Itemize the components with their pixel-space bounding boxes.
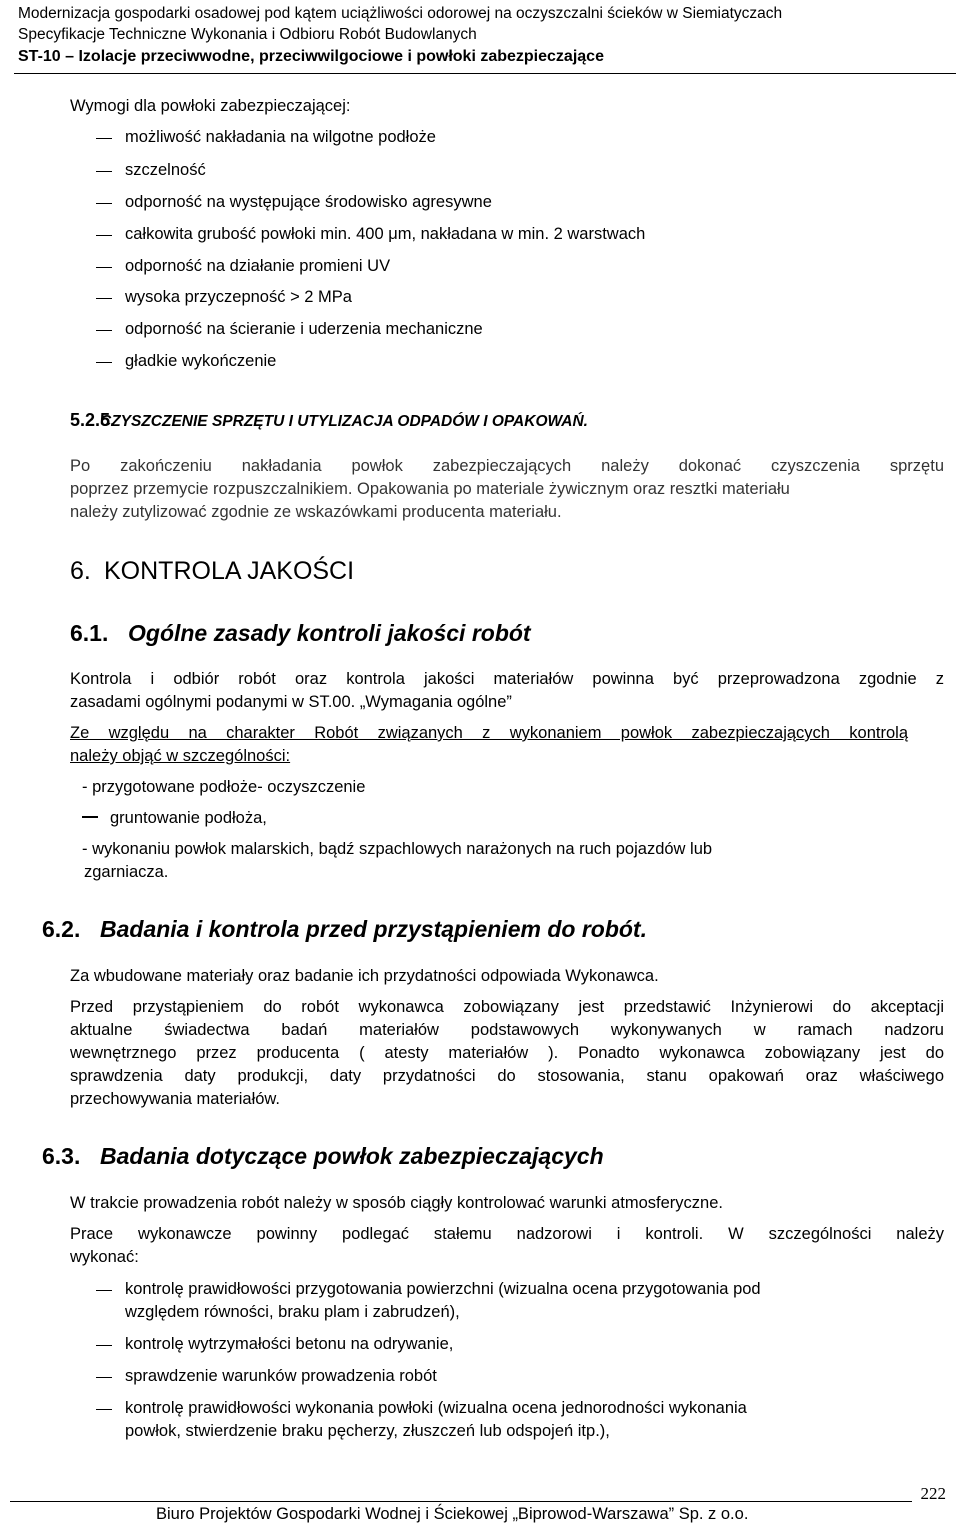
list-dash bbox=[96, 298, 112, 299]
section-61-para-line-2 bbox=[70, 691, 512, 714]
section-62-para: Za wbudowane materiały oraz badanie ich przydatności odpowiada Wykonawca. bbox=[70, 967, 659, 985]
section-63-heading bbox=[42, 1142, 604, 1170]
list-dash bbox=[96, 1290, 112, 1291]
section-61-para-line: Kontrola i odbiór robót oraz kontrola jakości materiałów powinna być przeprowadzona zgodnie z bbox=[70, 670, 944, 688]
header-project-title: Modernizacja gospodarki osadowej pod kątem uciążliwości odorowej na oczyszczalni ścieków w Siemiatyczach bbox=[18, 5, 783, 22]
requirement-item: odporność na ścieranie i uderzenia mechaniczne bbox=[125, 320, 483, 338]
section-525-line: należy zutylizować zgodnie ze wskazówkami producenta materiału. bbox=[70, 503, 562, 521]
list-dash bbox=[96, 203, 112, 204]
section-62-para-line: wewnętrznego przez producenta ( atesty materiałów ). Ponadto wykonawca zobowiązany jest do bbox=[70, 1044, 944, 1062]
section-63-para-line: Prace wykonawcze powinny podlegać stałemu nadzorowi i kontroli. W szczególności należy bbox=[70, 1225, 944, 1243]
section-62-para-line: aktualne świadectwa badań materiałów podstawowych wykonywanych w ramach nadzoru bbox=[70, 1021, 944, 1039]
section-61-underlined-line: Ze względu na charakter Robót związanych z wykonaniem powłok zabezpieczających kontrolą bbox=[70, 724, 908, 742]
section-525-line-2a: poprzez przemycie rozpuszczalnikiem. bbox=[70, 480, 353, 498]
section-63-item: kontrolę prawidłowości wykonania powłoki (wizualna ocena jednorodności wykonania bbox=[125, 1399, 747, 1417]
section-63-para: W trakcie prowadzenia robót należy w sposób ciągły kontrolować warunki atmosferyczne. bbox=[70, 1194, 723, 1212]
section-61-list-item: zgarniacza. bbox=[84, 863, 169, 881]
page-number: 222 bbox=[920, 1484, 946, 1503]
section-61-list-item: - wykonaniu powłok malarskich, bądź szpachlowych narażonych na ruch pojazdów lub bbox=[82, 840, 713, 858]
section-63-item: względem równości, braku plam i zabrudzeń), bbox=[125, 1303, 460, 1321]
section-61-para-text: zasadami ogólnymi podanymi w ST.00. bbox=[70, 693, 360, 711]
section-61-number: 6.1. bbox=[70, 620, 109, 646]
list-dash bbox=[96, 1377, 112, 1378]
list-dash bbox=[96, 138, 112, 139]
section-525-line-2 bbox=[70, 478, 944, 501]
list-dash bbox=[96, 330, 112, 331]
section-62-title: Badania i kontrola przed przystąpieniem do robót. bbox=[100, 916, 647, 942]
section-63-item: kontrolę wytrzymałości betonu na odrywanie, bbox=[125, 1335, 454, 1353]
section-63-item: kontrolę prawidłowości przygotowania powierzchni (wizualna ocena przygotowania pod bbox=[125, 1280, 761, 1298]
list-dash bbox=[96, 1345, 112, 1346]
list-dash bbox=[82, 816, 98, 818]
section-525-line: Po zakończeniu nakładania powłok zabezpieczających należy dokonać czyszczenia sprzętu bbox=[70, 457, 944, 475]
requirement-item: odporność na działanie promieni UV bbox=[125, 257, 391, 275]
list-dash bbox=[96, 1409, 112, 1410]
section-61-underlined-line: należy objąć w szczególności: bbox=[70, 747, 291, 765]
list-dash bbox=[96, 235, 112, 236]
footer-company: Biuro Projektów Gospodarki Wodnej i Ściekowej „Biprowod-Warszawa” Sp. z o.o. bbox=[156, 1505, 749, 1523]
requirement-item: wysoka przyczepność > 2 MPa bbox=[125, 288, 352, 306]
section-63-title: Badania dotyczące powłok zabezpieczających bbox=[100, 1143, 604, 1169]
section-62-number: 6.2. bbox=[42, 916, 81, 942]
section-6-title: KONTROLA JAKOŚCI bbox=[104, 557, 355, 585]
section-61-heading bbox=[70, 619, 531, 647]
section-63-number: 6.3. bbox=[42, 1143, 81, 1169]
requirements-intro: Wymogi dla powłoki zabezpieczającej: bbox=[70, 97, 351, 115]
footer-divider bbox=[10, 1501, 912, 1502]
section-63-item: powłok, stwierdzenie braku pęcherzy, złuszczeń lub odspojeń itp.), bbox=[125, 1422, 610, 1440]
section-61-title: Ogólne zasady kontroli jakości robót bbox=[128, 620, 531, 646]
requirement-item: możliwość nakładania na wilgotne podłoże bbox=[125, 128, 436, 146]
requirement-item: szczelność bbox=[125, 161, 206, 179]
section-61-list-item-label: gruntowanie podłoża, bbox=[110, 809, 267, 827]
section-61-list-item: - przygotowane podłoże- oczyszczenie bbox=[82, 778, 366, 796]
section-62-para-line: sprawdzenia daty produkcji, daty przydatności do stosowania, stanu opakowań oraz właściwego bbox=[70, 1067, 944, 1085]
section-63-para-line: wykonać: bbox=[70, 1248, 139, 1266]
header-section-title: ST-10 – Izolacje przeciwwodne, przeciwwilgociowe i powłoki zabezpieczające bbox=[18, 48, 604, 65]
section-63-item: sprawdzenie warunków prowadzenia robót bbox=[125, 1367, 437, 1385]
requirement-item: odporność na występujące środowisko agresywne bbox=[125, 193, 492, 211]
section-525-title: CZYSZCZENIE SPRZĘTU I UTYLIZACJA ODPADÓW I OPAKOWAŃ. bbox=[100, 413, 588, 430]
header-spec-title: Specyfikacje Techniczne Wykonania i Odbioru Robót Budowlanych bbox=[18, 26, 477, 43]
list-dash bbox=[96, 267, 112, 268]
header-divider bbox=[14, 73, 956, 74]
list-dash bbox=[96, 362, 112, 363]
section-62-para-line: przechowywania materiałów. bbox=[70, 1090, 281, 1108]
section-61-reference: „Wymagania ogólne” bbox=[359, 693, 512, 711]
section-62-para-line: Przed przystąpieniem do robót wykonawca zobowiązany jest przedstawić Inżynierowi do akceptacji bbox=[70, 998, 944, 1016]
section-61-list-item bbox=[82, 807, 267, 830]
requirement-item: gładkie wykończenie bbox=[125, 352, 277, 370]
section-525-number: 5.2.5. bbox=[70, 410, 116, 430]
requirement-item: całkowita grubość powłoki min. 400 μm, nakładana w min. 2 warstwach bbox=[125, 225, 646, 243]
section-6-number: 6. bbox=[70, 557, 91, 585]
section-62-heading bbox=[42, 915, 647, 943]
list-dash bbox=[96, 171, 112, 172]
section-525-line-2b: Opakowania po materiale żywicznym oraz resztki materiału bbox=[357, 480, 790, 498]
